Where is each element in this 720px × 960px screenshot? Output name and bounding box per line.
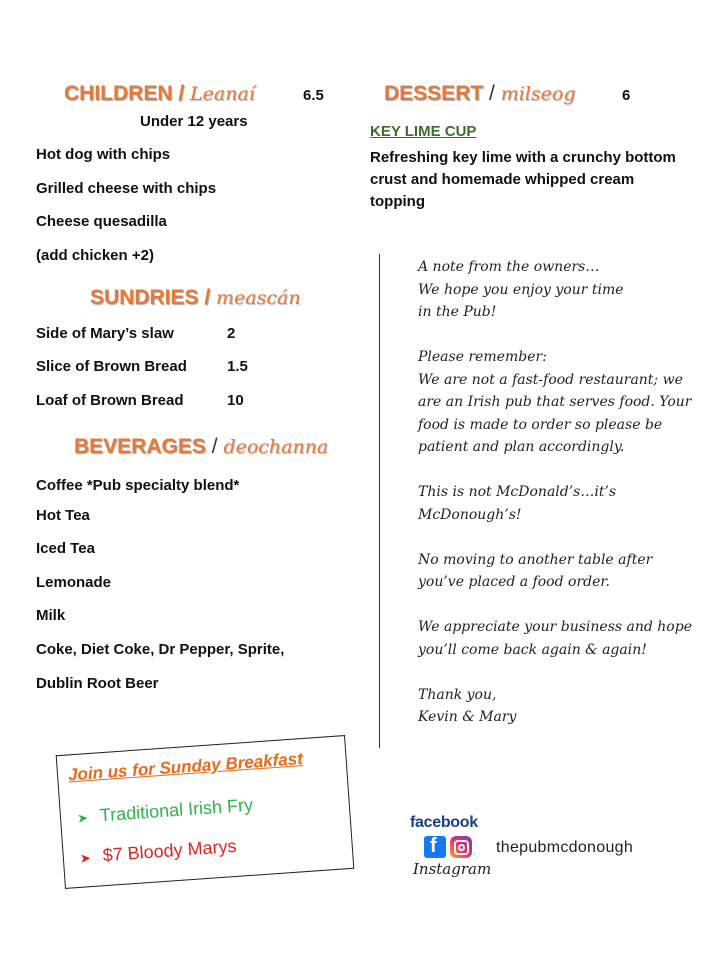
divider [379, 254, 380, 748]
dessert-price: 6 [622, 87, 631, 104]
beverages-heading: BEVERAGES / deochanna [74, 435, 329, 458]
facebook-label: facebook [410, 814, 478, 831]
beverages-irish: deochanna [223, 436, 329, 458]
list-item: Coke, Diet Coke, Dr Pepper, Sprite, [36, 641, 285, 658]
dessert-irish: milseog [500, 83, 576, 105]
breakfast-box [56, 735, 355, 889]
list-item: Cheese quesadilla [36, 213, 167, 230]
list-item: Hot dog with chips [36, 146, 171, 163]
facebook-icon[interactable]: f [424, 836, 446, 858]
item-price: 2 [227, 325, 236, 342]
list-item: (add chicken +2) [36, 247, 154, 264]
children-price: 6.5 [303, 87, 324, 104]
list-item: Iced Tea [36, 540, 95, 557]
list-item: Milk [36, 607, 66, 624]
breakfast-item: ➤ Traditional Irish Fry [76, 794, 254, 826]
arrow-icon: ➤ [76, 810, 89, 826]
item-price: 10 [227, 392, 244, 409]
arrow-icon: ➤ [79, 850, 92, 866]
dessert-heading: DESSERT / milseog [384, 82, 576, 105]
list-item: Loaf of Brown Bread [36, 392, 184, 409]
breakfast-title: Join us for Sunday Breakfast [67, 749, 304, 785]
instagram-icon[interactable] [450, 836, 472, 858]
breakfast-item: ➤ $7 Bloody Marys [79, 835, 238, 866]
sundries-heading: SUNDRIES / meascán [90, 286, 301, 309]
list-item: Coffee *Pub specialty blend* [36, 477, 240, 494]
children-irish: Leanaí [190, 83, 255, 105]
list-item: Lemonade [36, 574, 112, 591]
sundries-irish: meascán [216, 287, 301, 309]
list-item: Grilled cheese with chips [36, 180, 217, 197]
dessert-item-desc: Refreshing key lime with a crunchy bottom crust and homemade whipped cream topping [370, 149, 676, 210]
list-item: Side of Mary’s slaw [36, 325, 174, 342]
children-subtitle: Under 12 years [140, 113, 248, 130]
owners-note: A note from the owners… We hope you enjoy your time in the Pub! Please remember: We are not a fast-food restaurant; we are an Irish pub that serves food. Your food is made to order so please be patient and plan accordingly. This is not McDonald’s…it’s McDonough’s! No moving to another table after you’ve placed a food order. We appreciate your business and hope you’ll come back again & again! Thank you, Kevin & Mary [418, 259, 692, 725]
item-price: 1.5 [227, 358, 248, 375]
list-item: Slice of Brown Bread [36, 358, 187, 375]
instagram-label: Instagram [413, 860, 492, 878]
list-item: Dublin Root Beer [36, 675, 159, 692]
social-handle[interactable]: thepubmcdonough [496, 839, 634, 856]
dessert-item-name: KEY LIME CUP [370, 123, 477, 140]
children-heading: CHILDREN / Leanaí [64, 82, 255, 105]
list-item: Hot Tea [36, 507, 90, 524]
